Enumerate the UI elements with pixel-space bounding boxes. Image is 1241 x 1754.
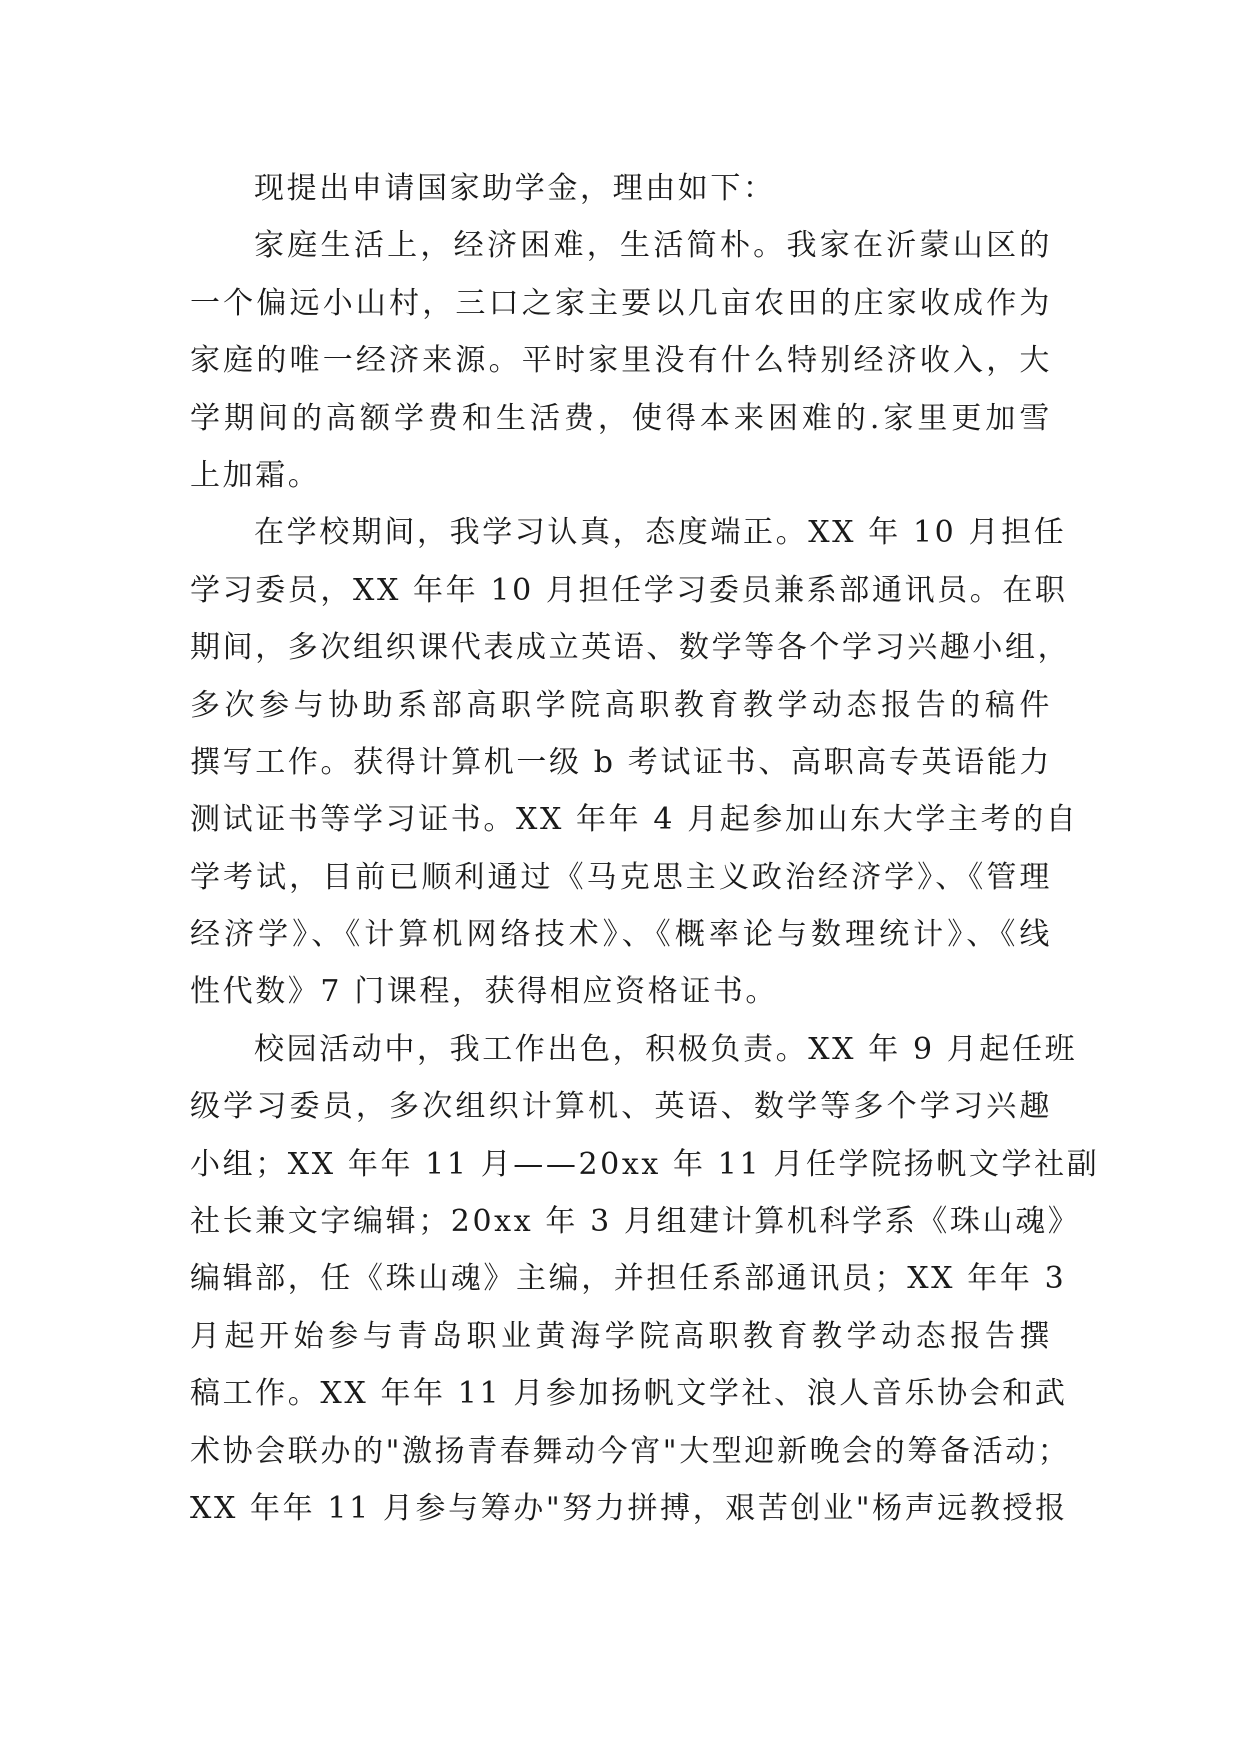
text-line: 术协会联办的"激扬青春舞动今宵"大型迎新晚会的筹备活动；: [190, 1433, 1071, 1469]
text-line: 稿工作。XX 年年 11 月参加扬帆文学社、浪人音乐协会和武: [190, 1376, 1068, 1412]
text-line: 期间，多次组织课代表成立英语、数学等各个学习兴趣小组，: [190, 630, 1071, 666]
text-line: 级学习委员，多次组织计算机、英语、数学等多个学习兴趣: [190, 1089, 1052, 1125]
text-line: 编辑部，任《珠山魂》主编，并担任系部通讯员；XX 年年 3: [190, 1261, 1067, 1297]
text-line: 上加霜。: [190, 457, 321, 493]
text-line: 测试证书等学习证书。XX 年年 4 月起参加山东大学主考的自: [190, 802, 1079, 838]
text-line: XX 年年 11 月参与筹办"努力拼搏，艰苦创业"杨声远教授报: [190, 1490, 1068, 1526]
text-line: 家庭的唯一经济来源。平时家里没有什么特别经济收入，大: [190, 343, 1052, 379]
text-line: 一个偏远小山村，三口之家主要以几亩农田的庄家收成作为: [190, 285, 1052, 321]
text-line: 学习委员，XX 年年 10 月担任学习委员兼系部通讯员。在职: [190, 572, 1068, 608]
text-line: 经济学》、《计算机网络技术》、《概率论与数理统计》、《线: [190, 917, 1052, 953]
text-line: 现提出申请国家助学金，理由如下：: [254, 171, 776, 206]
paragraph-application-intro: [190, 160, 1052, 217]
text-line: 性代数》7 门课程，获得相应资格证书。: [190, 974, 779, 1010]
text-line: 社长兼文字编辑；20xx 年 3 月组建计算机科学系《珠山魂》: [190, 1204, 1081, 1240]
text-line: 月起开始参与青岛职业黄海学院高职教育教学动态报告撰: [190, 1318, 1052, 1354]
paragraph-study-performance: [190, 504, 1079, 1021]
text-line: 学考试，目前已顺利通过《马克思主义政治经济学》、《管理: [190, 859, 1052, 895]
text-line: 学期间的高额学费和生活费，使得本来困难的.家里更加雪: [190, 400, 1052, 436]
text-line: 小组；XX 年年 11 月——20xx 年 11 月任学院扬帆文学社副: [190, 1146, 1100, 1182]
paragraph-family-situation: [190, 217, 1052, 504]
text-line: 家庭生活上，经济困难，生活简朴。我家在沂蒙山区的: [254, 228, 1052, 264]
text-line: 多次参与协助系部高职学院高职教育教学动态报告的稿件: [190, 687, 1052, 723]
text-line: 校园活动中，我工作出色，积极负责。XX 年 9 月起任班: [254, 1031, 1078, 1067]
text-line: 在学校期间，我学习认真，态度端正。XX 年 10 月担任: [254, 515, 1067, 551]
text-line: 撰写工作。获得计算机一级 b 考试证书、高职高专英语能力: [190, 744, 1052, 780]
paragraph-campus-activities: [190, 1021, 1100, 1538]
document-body: [190, 160, 1100, 1537]
